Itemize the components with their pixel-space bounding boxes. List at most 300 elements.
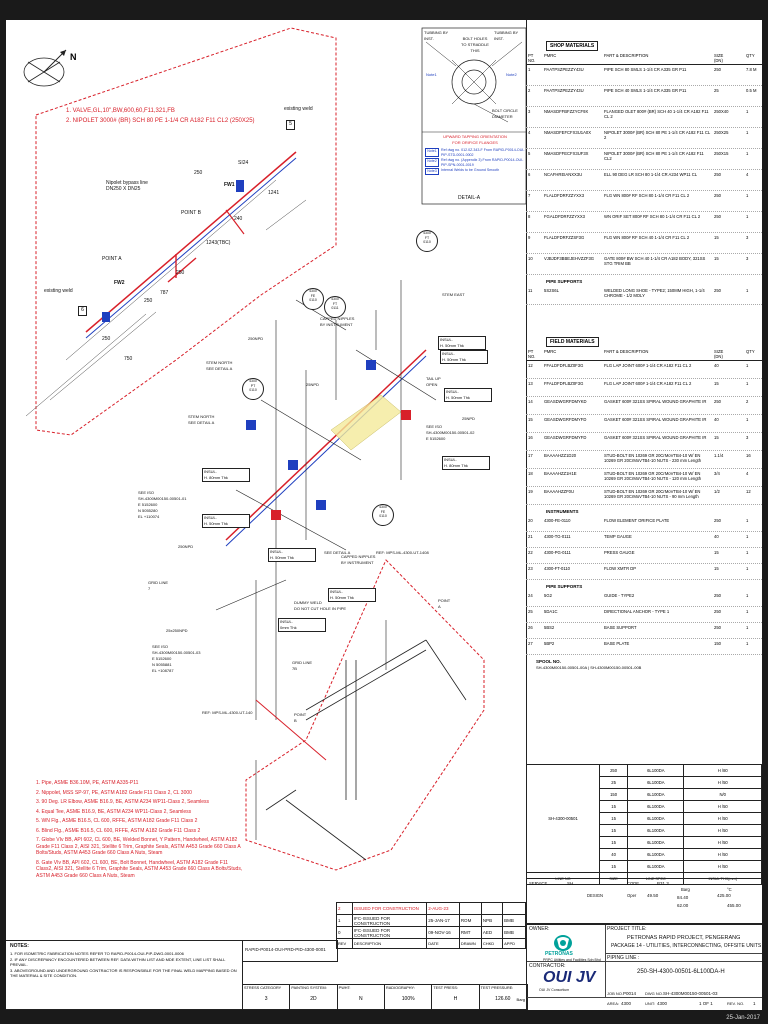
north-label: N xyxy=(70,52,77,62)
material-cell: NCAFHREIANXX3U xyxy=(544,172,583,177)
test-strip-label: TEST PRESSURE: xyxy=(480,986,514,990)
material-cell: WELDED LONG SHOE - TYPE2; 150MM HIGH, 1-1/4 CHROME - 1/2 MOLY xyxy=(604,288,705,298)
test-strip-cell xyxy=(385,985,432,1009)
material-row xyxy=(526,548,762,564)
material-cell: 40 xyxy=(714,417,719,422)
dim-787: 787 xyxy=(160,290,169,296)
material-cell: GEASDWGRFDMYKD xyxy=(544,399,587,404)
notes-heading: NOTES: xyxy=(10,943,29,949)
material-cell: 14 xyxy=(528,399,533,404)
general-note: 3. 90 Deg. LR Elbow, ASME B16.9, BE, ASTM A234 WP11-Class 2, Seamless xyxy=(36,799,210,805)
callout-1: 1. VALVE,GL,10",BW,600,60,F11,321,FB xyxy=(66,108,175,114)
tag-6: 6 xyxy=(78,306,87,316)
line-cell: 6L100DA xyxy=(628,789,684,801)
ref-mps-1: REF: MPS-ML-4300-UT-1408 xyxy=(376,550,429,555)
material-cell: 19 xyxy=(528,489,533,494)
test-strip-label: TEST PRESS: xyxy=(433,986,458,990)
material-cell: 22 xyxy=(528,550,533,555)
material-row xyxy=(526,191,762,212)
material-cell: 5G2 xyxy=(544,593,552,598)
test-strip-label: PWHT: xyxy=(338,986,351,990)
material-cell: 4300-FT-0110 xyxy=(544,566,570,571)
material-cell: 3/4 xyxy=(714,471,720,476)
unit-label: UNIT: xyxy=(645,1001,655,1006)
line-cell: H /50 xyxy=(684,837,762,849)
material-cell: 250 xyxy=(714,593,721,598)
material-cell: 250 xyxy=(714,288,721,293)
detail-note-tag-2: Note2 xyxy=(506,72,517,77)
material-cell: 2 xyxy=(746,399,749,404)
owner-logo xyxy=(543,933,601,962)
revision-table xyxy=(336,902,526,949)
nipple-label-2: CAPPED NIPPLES BY INSTRUMENT xyxy=(341,554,376,565)
line-cell: H /80 xyxy=(684,765,762,777)
material-cell: 1 xyxy=(746,593,749,598)
revision-cell: 09-NOV-16 xyxy=(427,927,460,939)
table-header-cell: PMRC xyxy=(544,349,557,354)
material-cell: BASE SUPPORT xyxy=(604,625,637,630)
material-cell: 4300-TG-0111 xyxy=(544,534,571,539)
code-value: B31.3 xyxy=(657,881,669,886)
material-cell: 15 xyxy=(714,550,719,555)
material-row xyxy=(526,212,762,233)
material-cell: 5 xyxy=(528,151,531,156)
table-title: SHOP MATERIALS xyxy=(546,41,598,51)
instrument-bubble: 4300 PT 0110 xyxy=(242,378,264,400)
table-section-title: PIPE SUPPORTS xyxy=(546,279,583,284)
line-cell: 15 xyxy=(600,825,628,837)
instrument-bubble: 4300 FE 0110 xyxy=(372,504,394,526)
material-cell: 250 xyxy=(714,172,721,177)
insulation-label: INSUL. H. 50mm Thk xyxy=(440,350,488,364)
material-cell: 250X15 xyxy=(714,151,729,156)
table-header xyxy=(526,53,762,65)
material-cell: PAATPSZPEZZY43U xyxy=(544,67,584,72)
line-cell: H /50 xyxy=(684,849,762,861)
material-cell: DIRECTIONAL ANCHOR - TYPE 1 xyxy=(604,609,670,614)
material-row xyxy=(526,415,762,433)
material-cell: 8 xyxy=(528,214,531,219)
line-header-cell: LINE NO xyxy=(527,873,600,885)
detail-note-text: Ref dwg no. (Appendix 3) From RAPID-P0014-OUI-PIP-SPN-0001-0019 xyxy=(441,158,524,167)
line-header-cell: SIZE xyxy=(600,873,628,885)
material-cell: 23 xyxy=(528,566,533,571)
table-header-cell: PT NO. xyxy=(528,349,536,359)
insulation-label: INSUL. H. 50mm Thk xyxy=(328,588,376,602)
line-cell: H /50 xyxy=(684,801,762,813)
notes-box xyxy=(6,940,243,1010)
material-cell: 4300-PG-0111 xyxy=(544,550,571,555)
test-strip-label: STRESS CATEGORY xyxy=(244,986,282,990)
material-row xyxy=(526,607,762,623)
temp-design: 62.00 xyxy=(677,903,689,908)
material-cell: 7 xyxy=(528,193,531,198)
material-cell: 1 xyxy=(746,363,749,368)
design-value: 84.40 xyxy=(677,895,689,900)
material-cell: FLG WN 800# RF SCH 80 1-1/4 CR F11 CL 2 xyxy=(604,193,690,198)
material-cell: NMASDFEFCFX3U1A0X xyxy=(544,130,592,135)
material-cell: ELL 90 DEG LR SCH 80 1-1/4 CR A234 WP11 CL xyxy=(604,172,698,177)
material-cell: GASKET 600# 321SS SPIRAL WOUND GRAPHITE IR xyxy=(604,417,707,422)
spool-text: SH-4300M00150-00501-00A | SH-4300M00150-00501-00B xyxy=(536,665,642,670)
service-value: SH xyxy=(567,881,574,886)
line-cell: 6L100DA xyxy=(628,765,684,777)
material-cell: 1 xyxy=(746,417,749,422)
material-cell: PAATPSZPEZZY43U xyxy=(544,88,584,93)
line-cell: 150 xyxy=(600,789,628,801)
detail-note-tag: Note3 xyxy=(425,168,439,175)
material-cell: 1 xyxy=(746,214,749,219)
test-strip-label: PAINTING SYSTEM: xyxy=(291,986,327,990)
revision-grid xyxy=(336,902,526,949)
material-cell: 1 xyxy=(746,288,749,293)
material-row xyxy=(526,233,762,254)
line-table xyxy=(526,764,762,885)
revision-cell: 1 xyxy=(337,915,353,927)
dim-750: 750 xyxy=(124,356,133,362)
ref-mps-2: REF: MPS-ML-4300-UT-140 xyxy=(202,710,253,715)
revision-cell: NPB xyxy=(481,915,502,927)
revision-header xyxy=(337,939,526,949)
material-cell: 1 xyxy=(746,609,749,614)
revision-header-cell: DESCRIPTION xyxy=(352,939,426,949)
test-strip-cell xyxy=(338,985,385,1009)
tag-5: 5 xyxy=(286,120,295,130)
material-row xyxy=(526,516,762,532)
line-header-cell: INSUL THK(mm) xyxy=(684,873,762,885)
line-cell: 15 xyxy=(600,837,628,849)
point-b2: POINT B xyxy=(294,712,307,723)
instrument-bubble: 4300 FE 0110 xyxy=(302,288,324,310)
material-cell: 25 xyxy=(528,609,533,614)
general-note: 4. Equal Tee, ASME B16.9, BE, ASTM A234 WP11-Class 2, Seamless xyxy=(36,808,192,815)
material-cell: 20 xyxy=(528,518,533,523)
point-a-label: POINT A xyxy=(102,256,122,262)
drawing-sheet xyxy=(6,20,762,1010)
material-cell: TEMP GAUGE xyxy=(604,534,632,539)
material-cell: 0.5 M xyxy=(746,88,757,93)
oper-label: Oper xyxy=(627,893,637,898)
callout-2: 2. NIPOLET 3000# (BR) SCH 80 PE 1-1/4 CR A182 F11 CL2 (250X25) xyxy=(66,118,255,124)
material-cell: 13 xyxy=(528,381,533,386)
revision-cell: AED xyxy=(481,927,502,939)
line-cell: 250 xyxy=(600,765,628,777)
plot-date: 25-Jan-2017 xyxy=(726,1015,760,1021)
oper-value: 49.50 xyxy=(647,893,659,898)
material-cell: 4 xyxy=(746,172,749,177)
job-no-label: JOB NO. xyxy=(607,991,624,996)
material-cell: 4300-FE-0110 xyxy=(544,518,571,523)
detail-note-tag: Note2 xyxy=(425,158,439,167)
material-cell: FLANGED OLET 800# (BR) SCH 40 1-1/4 CR A182 F11 CL 2 xyxy=(604,109,709,119)
stem-east: STEM EAST xyxy=(442,292,465,297)
material-cell: 250 xyxy=(714,518,721,523)
general-note: 1. Pipe, ASME B36.10M, PE, ASTM A335-P11 xyxy=(36,780,139,786)
material-cell: STUD-BOLT EN 10269 GR 20CrMoVTB4-10 W/ EN 10269 GR 20CrMoVTB4-10 NUTS - 90 mm Length xyxy=(604,489,701,499)
detail-note xyxy=(425,168,525,175)
dwg-no-label: DWG NO. xyxy=(645,991,663,996)
material-cell: 5BP2 xyxy=(544,641,555,646)
material-row xyxy=(526,361,762,379)
revision-cell: BMB xyxy=(503,927,526,939)
line-cell: N/0 xyxy=(684,789,762,801)
material-row xyxy=(526,149,762,170)
area-label: AREA: xyxy=(607,1001,620,1006)
material-cell: 1 xyxy=(746,109,749,114)
line-cell: 6L100DA xyxy=(628,813,684,825)
line-cell: H /50 xyxy=(684,813,762,825)
bypass-line-label: Nipolet bypass line DN250 X DN25 xyxy=(106,180,148,192)
revision-row xyxy=(337,903,526,915)
dim-240: 240 xyxy=(234,216,243,222)
line-grid xyxy=(526,764,762,885)
detail-bolt-circle: BOLT CIRCLE DIAMETER xyxy=(492,108,518,119)
revision-header-cell: REV xyxy=(337,939,353,949)
material-cell: 12 xyxy=(746,489,751,494)
shop-materials-table xyxy=(526,34,762,305)
rev-no: 1 xyxy=(753,1001,756,1006)
revision-cell xyxy=(503,903,526,915)
line-header-cell: LINE SPEC xyxy=(628,873,684,885)
revision-cell: ROM xyxy=(459,915,481,927)
point-a2: POINT A xyxy=(438,598,451,609)
size-label: 250NPD xyxy=(248,336,264,341)
job-no: P0014 xyxy=(623,991,637,996)
material-cell: FLOW XMTR DP xyxy=(604,566,637,571)
material-cell: 3 xyxy=(746,235,749,240)
service-label: SERVICE xyxy=(529,881,548,886)
note-line: 1. FOR ISOMETRIC FABRICATION NOTES REFER TO RAPID-P0014-OUI-PIP-DWG-0001-0006 xyxy=(10,951,184,956)
piping-line-label: PIPING LINE : xyxy=(607,955,640,961)
table-title: FIELD MATERIALS xyxy=(546,337,599,347)
owner-name: PETRONAS xyxy=(545,951,573,957)
material-cell: 1/2 xyxy=(714,489,720,494)
material-cell: FFALDFDFLBZ0F3G xyxy=(544,381,584,386)
line-cell: 15 xyxy=(600,801,628,813)
test-strip-cell xyxy=(243,985,290,1009)
material-cell: 4 xyxy=(746,471,749,476)
material-cell: 250 xyxy=(714,214,721,219)
petronas-logo-icon xyxy=(543,933,583,953)
detail-tubing-left: TUBBING BY INST. xyxy=(424,30,449,41)
nipple-label-1: CAPPED NIPPLES BY INSTRUMENT xyxy=(320,316,355,327)
material-cell: 5S2S6L xyxy=(544,288,559,293)
material-cell: 5BS2 xyxy=(544,625,555,630)
material-cell: 17 xyxy=(528,453,533,458)
size-label: 25x250NPD xyxy=(166,628,188,633)
sheet-count: 1 OF 1 xyxy=(699,1001,713,1006)
dim-1243: 1243(TBC) xyxy=(206,240,231,246)
detail-note xyxy=(425,148,525,157)
unit-value: 4300 xyxy=(657,1001,668,1006)
revision-cell: 25-JAN-17 xyxy=(427,915,460,927)
material-cell: BASE PLATE xyxy=(604,641,630,646)
instrument-bubble: 4300 FT 0111 xyxy=(324,296,346,318)
material-row xyxy=(526,86,762,107)
temp-oper: 425.00 xyxy=(717,893,731,898)
insulation-label: INSUL. 0mm Thk xyxy=(278,618,326,632)
line-cell: 6L100DA xyxy=(628,801,684,813)
design-label: DESIGN xyxy=(587,893,604,898)
lower-spool xyxy=(256,620,466,860)
existing-weld-left: existing weld xyxy=(44,288,73,294)
material-cell: GUIDE - TYPE2 xyxy=(604,593,635,598)
material-cell: 21 xyxy=(528,534,533,539)
material-cell: 1 xyxy=(746,381,749,386)
revision-cell xyxy=(459,903,481,915)
line-cell: 15 xyxy=(600,861,628,873)
revision-header-cell: DRAWN xyxy=(459,939,481,949)
material-row xyxy=(526,564,762,580)
test-strip-cell xyxy=(432,985,479,1009)
material-cell: NMASDFFBFZZYCF9X xyxy=(544,109,589,114)
material-cell: 4 xyxy=(528,130,531,135)
material-cell: 40 xyxy=(714,363,719,368)
line-cell: H /50 xyxy=(684,825,762,837)
material-cell: 3 xyxy=(528,109,531,114)
material-cell: 9 xyxy=(528,235,531,240)
insulation-label: INSUL. H. 50mm Thk xyxy=(438,336,486,350)
line-cell: H /50 xyxy=(684,777,762,789)
piping-line: 250-SH-4300-00501-6L100DA-H xyxy=(637,969,725,975)
material-row xyxy=(526,65,762,86)
dim-250-a: 250 xyxy=(194,170,203,176)
revision-cell: IFC-ISSUED FOR CONSTRUCTION xyxy=(352,927,426,939)
line-cell: 6L100DA xyxy=(628,861,684,873)
revision-header-cell: DATE xyxy=(427,939,460,949)
test-strip-label: RADIOGRAPHY: xyxy=(386,986,415,990)
line-cell: 15 xyxy=(600,813,628,825)
general-note: 6. Blind Flg., ASME B16.5, CL 600, RFFE, ASTM A182 Grade F11 Class 2 xyxy=(36,827,201,834)
table-header-cell: QTY xyxy=(746,349,755,354)
unit-barg: Barg xyxy=(681,887,690,892)
detail-note-tag: Note1 xyxy=(425,148,439,157)
material-row xyxy=(526,397,762,415)
test-strip-cell xyxy=(290,985,337,1009)
insulation-label: INSUL. H. 80mm Thk xyxy=(202,468,250,482)
test-strip-value: 100% xyxy=(401,996,415,1002)
line-cell: 40 xyxy=(600,849,628,861)
stem-north-1: STEM NORTH SEE DETAIL A xyxy=(206,360,233,371)
tag-si24: SI24 xyxy=(238,160,249,166)
title-block xyxy=(526,924,762,1010)
material-cell: 12 xyxy=(528,363,533,368)
material-cell: FLG LAP JOINT 600# 1-1/4 CR A182 F11 CL 2 xyxy=(604,381,692,386)
material-cell: 6 xyxy=(528,172,531,177)
table-header-cell: QTY xyxy=(746,53,755,58)
material-cell: 250 xyxy=(714,609,721,614)
revision-cell: 2 xyxy=(337,903,353,915)
see-detail-a: SEE DETAIL A xyxy=(324,550,351,555)
note-line: 2. IF ANY DISCREPANCY ENCOUNTERED BETWEEN REF. DATA WITHIN LIST AND MDE EXTENT, LINE LIST SHALL PREVAIL. xyxy=(10,957,226,967)
field-materials-table xyxy=(526,330,762,670)
size-label: 25NPD xyxy=(462,416,475,421)
dim-250-c: 250 xyxy=(144,298,153,304)
material-cell: STUD-BOLT EN 10269 GR 20CrMoVTB4-10 W/ EN 10269 GR 20CrMoVTB4-10 NUTS - 120 mm Length xyxy=(604,471,702,481)
material-cell: GASKET 600# 321SS SPIRAL WOUND GRAPHITE IR xyxy=(604,435,707,440)
line-cell: H /50 xyxy=(684,861,762,873)
test-strip-value: 3 xyxy=(264,996,268,1002)
table-header-cell: PMRC xyxy=(544,53,557,58)
doc-no: RAPID-P0014-OUI-PRD-PID-4300-0001 xyxy=(245,947,326,952)
table-header-cell: PART & DESCRIPTION xyxy=(604,53,649,58)
material-cell: GEASDWGRFDMYFD xyxy=(544,435,587,440)
material-row xyxy=(526,286,762,305)
material-cell: FLALDFDRFZZYXX3 xyxy=(544,193,585,198)
material-cell: 1 xyxy=(746,151,749,156)
point-b-label: POINT B xyxy=(181,210,201,216)
material-cell: WN ORIF SET 800# RF SCH 80 1-1/4 CR F11 CL 2 xyxy=(604,214,701,219)
material-cell: STUD-BOLT EN 10269 GR 20CrMoVTB4-10 W/ EN 10269 GR 20CrMoVTB4-10 NUTS - 230 mm Length xyxy=(604,453,702,463)
stem-north-2: STEM NORTH SEE DETAIL A xyxy=(188,414,215,425)
code-label: CODE xyxy=(627,881,640,886)
line-no-cell: SH-4300-00501 xyxy=(527,765,600,873)
line-cell: 6L100DA xyxy=(628,849,684,861)
table-header xyxy=(526,349,762,361)
general-note: 7. Globe VIv BB, API 602, CL 600, BE, Welded Bonnet, Y Pattern, Handwheel, ASTM A182 Grade F11 Class 2, AISI 321, Stellite 6 Trim, Graphite Seals, ASTM A453 Grade 660 Class A Bolts/Studs, ASTM A453 Grade 660 Class A Nuts, Steam xyxy=(36,837,241,856)
rev-no-label: REV. NO. xyxy=(727,1001,745,1006)
material-cell: 3 xyxy=(746,256,749,261)
insulation-label: INSUL. H. 50mm Thk xyxy=(268,548,316,562)
see-iso-1: SEE ISO SH-4300M00150-00501-01 E 5152600 N 5055280 EL +110074 xyxy=(138,490,187,519)
revision-row xyxy=(337,927,526,939)
project-package: PACKAGE 14 - UTILITIES, INTERCONNECTING, OFFSITE UNITS xyxy=(611,943,762,949)
table-section-title: PIPE SUPPORTS xyxy=(546,584,583,589)
material-cell: 15 xyxy=(714,235,719,240)
line-cell: 25 xyxy=(600,777,628,789)
material-cell: 150 xyxy=(714,641,721,646)
material-cell: GATE 800# BW SCH 40 1-1/4 CR A182 BODY, 321SS STG TRIM BB xyxy=(604,256,706,266)
table-header-cell: SIZE (DN) xyxy=(714,349,724,359)
material-row xyxy=(526,254,762,275)
detail-a-title: DETAIL-A xyxy=(458,195,481,201)
material-cell: FLG LAP JOINT 600# 1-1/4 CR A182 F11 CL 2 xyxy=(604,363,692,368)
revision-row xyxy=(337,915,526,927)
table-section-title: INSTRUMENTS xyxy=(546,509,579,514)
material-cell: 250 xyxy=(714,193,721,198)
doc-no-box xyxy=(242,940,338,962)
material-row xyxy=(526,379,762,397)
revision-cell xyxy=(481,903,502,915)
unit-c: °C xyxy=(727,887,732,892)
revision-cell: BMB xyxy=(503,915,526,927)
dwg-no: SH-4300M00150-00501-03 xyxy=(663,991,718,996)
material-cell: 25 xyxy=(714,88,719,93)
test-strip-value: 2D xyxy=(310,996,317,1002)
table-header-cell: SIZE (DN) xyxy=(714,53,724,63)
material-cell: PIPE SCH 40 SMLS 1-1/4 CR A335 GR P11 xyxy=(604,88,687,93)
material-row xyxy=(526,532,762,548)
material-cell: 1 xyxy=(746,566,749,571)
general-note: 8. Gate VIv BB, API 602, CL 600, BE, Bolt Bonnet, Handwheel, ASTM A182 Grade F11 Class2, AISI 321, Stellite 6 Trim, Graphite Seals, ASTM A453 Grade 660 Class A Bolts/Studs, ASTM A453 Grade 660 Class A Nuts, Steam xyxy=(36,859,243,879)
material-cell: 15 xyxy=(528,417,533,422)
revision-cell: RMT xyxy=(459,927,481,939)
revision-header-cell: CHKD xyxy=(481,939,502,949)
material-cell: 250X25 xyxy=(714,130,729,135)
material-cell: 3 xyxy=(746,435,749,440)
contractor-label: CONTRACTOR: xyxy=(529,963,566,969)
owner-tagline: PRPC Utilities and Facilities Sdn Bhd xyxy=(543,958,601,962)
line-cell: 6L100DA xyxy=(628,825,684,837)
material-cell: 1 xyxy=(746,550,749,555)
material-cell: 1 xyxy=(746,625,749,630)
general-note: 2. Nippolet, MSS SP-97, PE, ASTM A182 Grade F11 Class 2, CL 3000 xyxy=(36,789,192,796)
material-cell: FLG WN 800# RF SCH 40 1-1/4 CR F11 CL 2 xyxy=(604,235,690,240)
revision-cell: IFC-ISSUED FOR CONSTRUCTION xyxy=(352,915,426,927)
detail-note-tag-1: Note1 xyxy=(426,72,437,77)
size-label: 25NPD xyxy=(306,382,319,387)
material-row xyxy=(526,469,762,487)
